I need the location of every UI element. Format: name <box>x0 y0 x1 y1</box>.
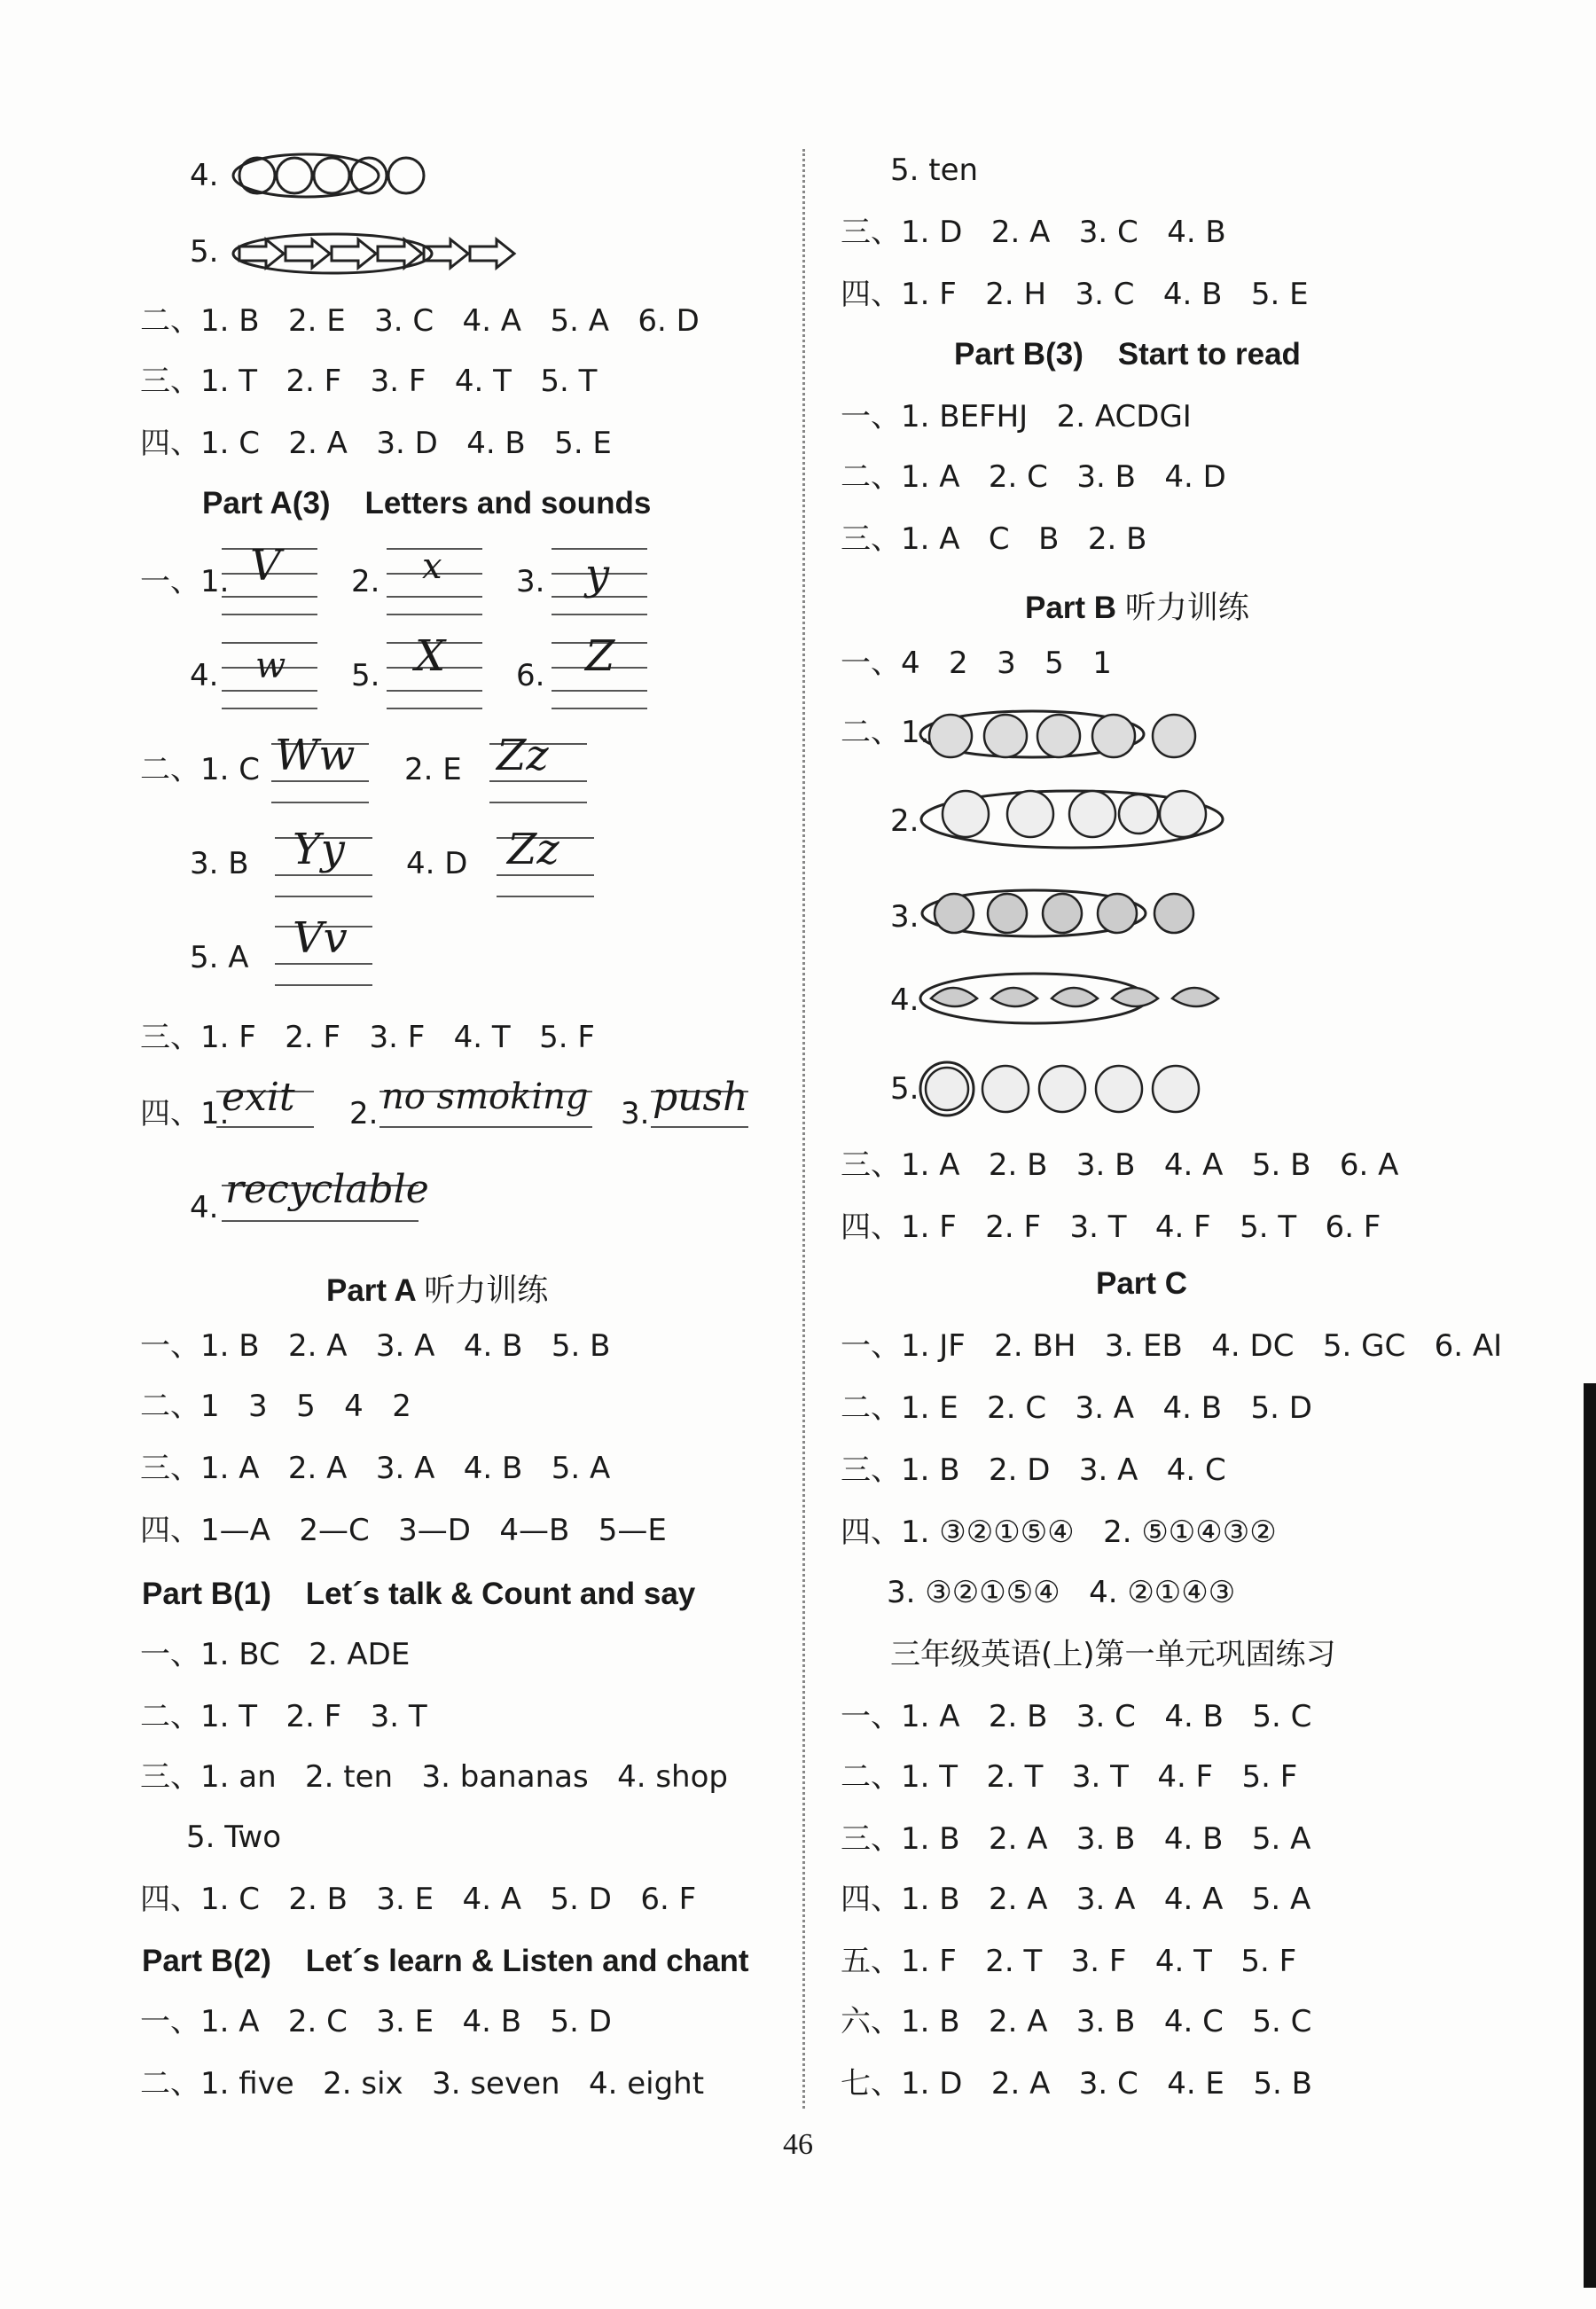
ruling <box>552 690 647 692</box>
ruling <box>651 1126 748 1128</box>
answer-line-al4: 四、1—A 2—C 3—D 4—B 5—E <box>140 1513 667 1548</box>
heading-part-b2: Part B(2) Let´s learn & Listen and chant <box>142 1944 749 1978</box>
er2-label-5: 5. A <box>190 940 249 975</box>
ruling <box>275 984 372 986</box>
oranges-figure <box>919 1052 1211 1123</box>
ruling <box>275 874 372 876</box>
heading-unit-practice: 三年级英语(上)第一单元巩固练习 <box>890 1637 1336 1672</box>
heading-part-a-cn: 听力训练 <box>424 1273 549 1309</box>
handwritten-word: push <box>653 1075 748 1120</box>
answer-line-san2: 三、1. F 2. F 3. F 4. T 5. F <box>140 1020 595 1055</box>
si2-label-3: 3. <box>621 1096 650 1131</box>
ruling <box>222 690 317 692</box>
handwritten-pair: Vv <box>293 913 348 963</box>
answer-line-al2: 二、1 3 5 4 2 <box>140 1389 411 1424</box>
flowers-figure <box>919 883 1202 945</box>
handwritten-pair: Zz <box>507 825 559 874</box>
ruling <box>552 614 647 615</box>
yi-label-4: 4. <box>190 658 219 693</box>
column-divider <box>802 149 805 2109</box>
heading-part-a-text: Part A <box>326 1273 416 1308</box>
yi-label-6: 6. <box>516 658 545 693</box>
ruling <box>497 874 594 876</box>
answer-line-b2-2: 二、1. five 2. six 3. seven 4. eight <box>140 2066 705 2102</box>
page-number: 46 <box>783 2128 813 2161</box>
answer-line-san: 三、1. T 2. F 3. F 4. T 5. T <box>140 364 598 399</box>
answer-line-c3: 三、1. B 2. D 3. A 4. C <box>841 1452 1226 1488</box>
ruling <box>387 690 482 692</box>
answer-line-b1-3: 三、1. an 2. ten 3. bananas 4. shop <box>140 1759 728 1795</box>
heading-part-c: Part C <box>1096 1266 1188 1301</box>
er2-label-3: 3. B <box>190 846 249 881</box>
answer-line-b1-2: 二、1. T 2. F 3. T <box>140 1699 427 1734</box>
answer-line-al1: 一、1. B 2. A 3. A 4. B 5. B <box>140 1328 611 1364</box>
ruling <box>271 780 369 782</box>
ruling <box>489 780 587 782</box>
heading-part-b1: Part B(1) Let´s talk & Count and say <box>142 1577 696 1611</box>
heading-part-a3: Part A(3) Letters and sounds <box>202 486 652 521</box>
answer-line-c2: 二、1. E 2. C 3. A 4. B 5. D <box>841 1390 1312 1426</box>
answer-line-si: 四、1. C 2. A 3. D 4. B 5. E <box>140 426 612 461</box>
ruling <box>552 708 647 709</box>
pic-label-4: 4. <box>890 982 919 1018</box>
answer-line-bl3: 三、1. A 2. B 3. B 4. A 5. B 6. A <box>841 1147 1399 1183</box>
answer-line-r0: 5. ten <box>890 153 979 188</box>
handwritten-letter: V <box>250 541 281 591</box>
er2-label-2: 2. E <box>404 752 462 787</box>
answer-4-label: 4. <box>190 158 219 193</box>
answer-line-b1-1: 一、1. BC 2. ADE <box>140 1637 411 1672</box>
handwritten-letter: x <box>422 546 442 587</box>
answer-line-al3: 三、1. A 2. A 3. A 4. B 5. A <box>140 1451 611 1486</box>
answer-line-b2-1: 一、1. A 2. C 3. E 4. B 5. D <box>140 2004 612 2039</box>
arrows-figure <box>231 227 532 280</box>
pic-label-5: 5. <box>890 1071 919 1107</box>
answer-line-u4: 四、1. B 2. A 3. A 4. A 5. A <box>841 1882 1311 1917</box>
pic-label-2: 2. <box>890 803 919 839</box>
answer-line-u1: 一、1. A 2. B 3. C 4. B 5. C <box>841 1699 1312 1734</box>
answer-line-c4: 四、1. ③②①⑤④ 2. ⑤①④③② <box>841 1515 1277 1550</box>
answer-line-b1-4: 5. Two <box>186 1820 281 1855</box>
answer-line-b3-3: 三、1. A C B 2. B <box>841 521 1147 557</box>
handwritten-letter: w <box>255 646 286 686</box>
yi-label-2: 2. <box>351 564 380 599</box>
answer-line-bl4: 四、1. F 2. F 3. T 4. F 5. T 6. F <box>841 1209 1381 1245</box>
ruling <box>222 596 317 598</box>
heading-part-a-listening <box>326 1266 548 1311</box>
answer-line-r1: 三、1. D 2. A 3. C 4. B <box>841 215 1226 250</box>
ruling <box>216 1126 314 1128</box>
ruling <box>497 896 594 897</box>
birds-figure <box>919 963 1220 1034</box>
apples-figure <box>917 701 1209 763</box>
answer-line-u2: 二、1. T 2. T 3. T 4. F 5. F <box>841 1759 1298 1795</box>
ruling <box>222 708 317 709</box>
lions-figure <box>917 780 1227 860</box>
ruling <box>271 802 369 803</box>
answer-line-b3-1: 一、1. BEFHJ 2. ACDGI <box>841 399 1192 434</box>
ruling <box>387 596 482 598</box>
pic-label-3: 3. <box>890 899 919 935</box>
handwritten-letter: X <box>415 631 446 681</box>
ruling <box>387 614 482 615</box>
handwritten-pair: Ww <box>275 731 356 780</box>
handwritten-word: recyclable <box>225 1167 429 1212</box>
heading-part-b-listening <box>1025 583 1249 628</box>
ruling <box>222 1220 419 1222</box>
answer-line-b3-2: 二、1. A 2. C 3. B 4. D <box>841 459 1226 495</box>
ruling <box>275 896 372 897</box>
answer-line-u5: 五、1. F 2. T 3. F 4. T 5. F <box>841 1944 1297 1979</box>
ruling <box>387 708 482 709</box>
handwritten-pair: Yy <box>293 825 345 874</box>
handwritten-word: exit <box>222 1075 295 1120</box>
ruling <box>275 963 372 965</box>
yi-label-1: 一、1. <box>140 564 230 599</box>
si2-label-1: 四、1. <box>140 1096 230 1131</box>
handwritten-letter: Z <box>585 631 615 681</box>
answer-line-u6: 六、1. B 2. A 3. B 4. C 5. C <box>841 2004 1312 2039</box>
circles-figure <box>231 149 461 202</box>
answer-line-r2: 四、1. F 2. H 3. C 4. B 5. E <box>841 277 1309 312</box>
ruling <box>379 1126 592 1128</box>
answer-line-b1-5: 四、1. C 2. B 3. E 4. A 5. D 6. F <box>140 1882 697 1917</box>
handwritten-word: no smoking <box>381 1076 589 1117</box>
heading-part-b-cn: 听力训练 <box>1124 591 1249 626</box>
si2-label-4: 4. <box>190 1190 219 1225</box>
yi-label-5: 5. <box>351 658 380 693</box>
answer-line-u3: 三、1. B 2. A 3. B 4. B 5. A <box>841 1821 1311 1857</box>
answer-line-er: 二、1. B 2. E 3. C 4. A 5. A 6. D <box>140 303 700 339</box>
answer-line-c1: 一、1. JF 2. BH 3. EB 4. DC 5. GC 6. AI <box>841 1328 1503 1364</box>
heading-part-b3: Part B(3) Start to read <box>954 337 1301 372</box>
pic-label-1: 二、1. <box>841 715 930 750</box>
ruling <box>222 642 317 644</box>
answer-line-bl1: 一、4 2 3 5 1 <box>841 646 1112 681</box>
yi-label-3: 3. <box>516 564 545 599</box>
answer-line-u7: 七、1. D 2. A 3. C 4. E 5. B <box>841 2066 1312 2102</box>
heading-part-b-text: Part B <box>1025 591 1117 625</box>
ruling <box>489 802 587 803</box>
si2-label-2: 2. <box>349 1096 379 1131</box>
ruling <box>222 614 317 615</box>
er2-label-1: 二、1. C <box>140 752 260 787</box>
er2-label-4: 4. D <box>406 846 468 881</box>
handwritten-pair: Zz <box>497 731 549 780</box>
answer-5-label: 5. <box>190 234 219 270</box>
handwritten-letter: y <box>585 550 610 599</box>
answer-line-c5: 3. ③②①⑤④ 4. ②①④③ <box>887 1575 1236 1610</box>
